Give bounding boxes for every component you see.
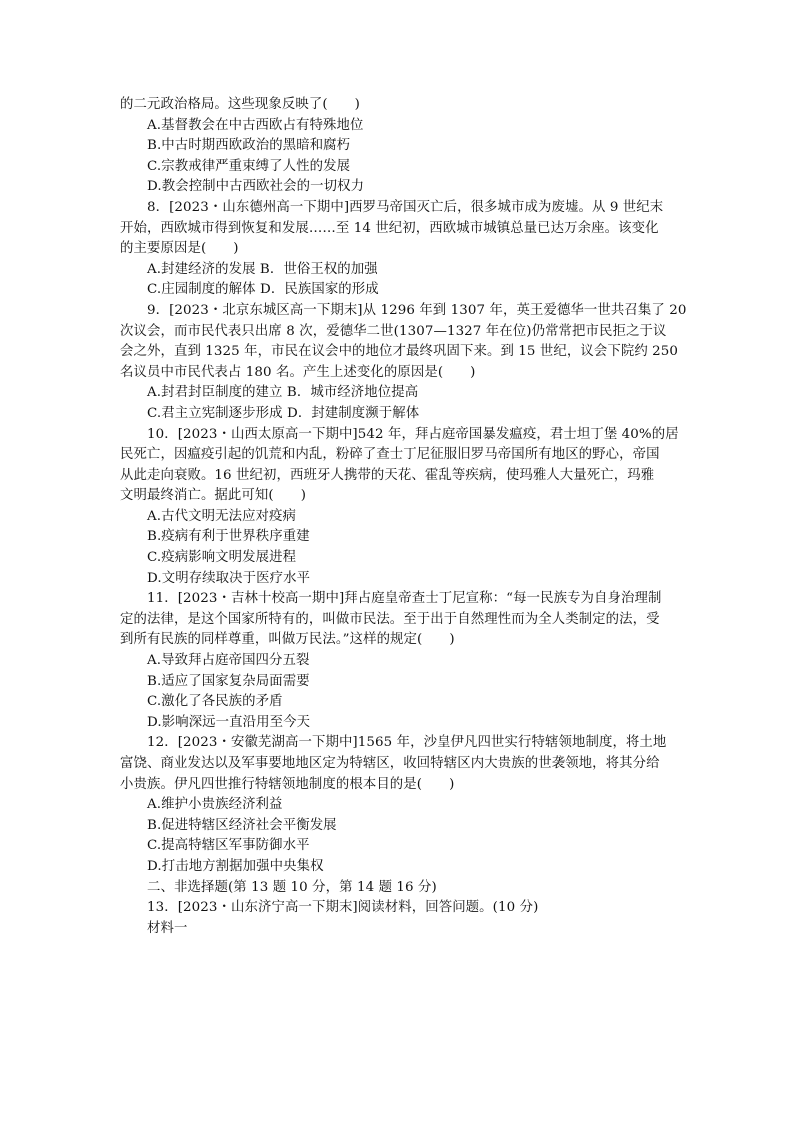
- option-q7-d: D.教会控制中古西欧社会的一切权力: [147, 179, 365, 195]
- option-q12-a: A.维护小贵族经济利益: [147, 797, 283, 813]
- question-8-stem-line-2: 开始，西欧城市得到恢复和发展……至 14 世纪初，西欧城市城镇总量已达万余座。该变化: [120, 220, 659, 236]
- option-q12-c: C.提高特辖区军事防御水平: [147, 838, 310, 854]
- options-q8-ab: A.封建经济的发展 B．世俗王权的加强: [147, 261, 378, 277]
- question-12-stem-line-2: 富饶、商业发达以及军事要地地区定为特辖区，收回特辖区内大贵族的世袭领地，将其分给: [120, 756, 660, 771]
- option-q10-b: B.疫病有利于世界秩序重建: [147, 529, 310, 545]
- options-q8-cd: C.庄园制度的解体 D．民族国家的形成: [147, 282, 379, 298]
- section-heading-non-choice: 二、非选择题(第 13 题 10 分，第 14 题 16 分): [147, 879, 437, 895]
- option-q10-d: D.文明存续取决于医疗水平: [147, 570, 311, 586]
- option-q7-b: B.中古时期西欧政治的黑暗和腐朽: [147, 138, 351, 154]
- question-9-stem-line-4: 名议员中市民代表占 180 名。产生上述变化的原因是( ): [120, 364, 476, 380]
- question-12-stem-line-3: 小贵族。伊凡四世推行特辖领地制度的根本目的是( ): [120, 776, 455, 792]
- options-q9-cd: C.君主立宪制逐步形成 D．封建制度濒于解体: [147, 405, 420, 421]
- question-10-stem-line-2: 民死亡，因瘟疫引起的饥荒和内乱，粉碎了查士丁尼征服旧罗马帝国所有地区的野心，帝国: [120, 447, 660, 463]
- option-q11-d: D.影响深远一直沿用至今天: [147, 714, 311, 730]
- question-11-stem-line-1: 11．[2023・吉林十校高一期中]拜占庭皇帝查士丁尼宣称：“每一民族专为自身治理制: [147, 591, 662, 607]
- question-11-stem-line-2: 定的法律，是这个国家所特有的，叫做市民法。至于出于自然理性而为全人类制定的法，受: [120, 611, 660, 627]
- option-q7-a: A.基督教会在中古西欧占有特殊地位: [147, 117, 364, 133]
- question-9-stem-line-1: 9．[2023・北京东城区高一下期末]从 1296 年到 1307 年，英王爱德华一世共召集了 20: [147, 302, 687, 318]
- question-13-stem: 13．[2023・山东济宁高一下期末]阅读材料，回答问题。(10 分): [147, 900, 539, 916]
- question-10-stem-line-1: 10．[2023・山西太原高一下期中]542 年，拜占庭帝国暴发瘟疫，君士坦丁堡 40%的居: [147, 426, 679, 442]
- option-q11-b: B.适应了国家复杂局面需要: [147, 673, 310, 689]
- material-one-label: 材料一: [147, 920, 188, 936]
- question-10-stem-line-4: 文明最终消亡。据此可知( ): [120, 488, 307, 504]
- question-10-stem-line-3: 从此走向衰败。16 世纪初，西班牙人携带的天花、霍乱等疾病，使玛雅人大量死亡，玛雅: [120, 467, 655, 483]
- exam-text-body: [120, 95, 686, 939]
- option-q12-d: D.打击地方割据加强中央集权: [147, 858, 324, 874]
- options-q9-ab: A.封君封臣制度的建立 B．城市经济地位提高: [147, 385, 419, 401]
- question-11-stem-line-3: 到所有民族的同样尊重，叫做万民法。”这样的规定( ): [120, 632, 455, 648]
- option-q10-a: A.古代文明无法应对疫病: [147, 508, 297, 524]
- question-12-stem-line-1: 12．[2023・安徽芜湖高一下期中]1565 年，沙皇伊凡四世实行特辖领地制度，将土地: [147, 735, 667, 751]
- option-q11-a: A.导致拜占庭帝国四分五裂: [147, 653, 310, 669]
- text-line-q7-stem-end: 的二元政治格局。这些现象反映了( ): [120, 97, 360, 112]
- question-8-stem-line-1: 8．[2023・山东德州高一下期中]西罗马帝国灭亡后，很多城市成为废墟。从 9 世纪末: [147, 199, 664, 215]
- option-q11-c: C.激化了各民族的矛盾: [147, 694, 283, 710]
- option-q10-c: C.疫病影响文明发展进程: [147, 550, 297, 566]
- question-9-stem-line-2: 次议会，而市民代表只出席 8 次，爱德华二世(1307—1327 年在位)仍常常把市民拒之于议: [120, 323, 667, 339]
- question-9-stem-line-3: 会之外，直到 1325 年，市民在议会中的地位才最终巩固下来。到 15 世纪，议会下院约 250: [120, 344, 679, 360]
- option-q12-b: B.促进特辖区经济社会平衡发展: [147, 817, 337, 833]
- option-q7-c: C.宗教戒律严重束缚了人性的发展: [147, 158, 351, 174]
- question-8-stem-line-3: 的主要原因是( ): [120, 241, 239, 257]
